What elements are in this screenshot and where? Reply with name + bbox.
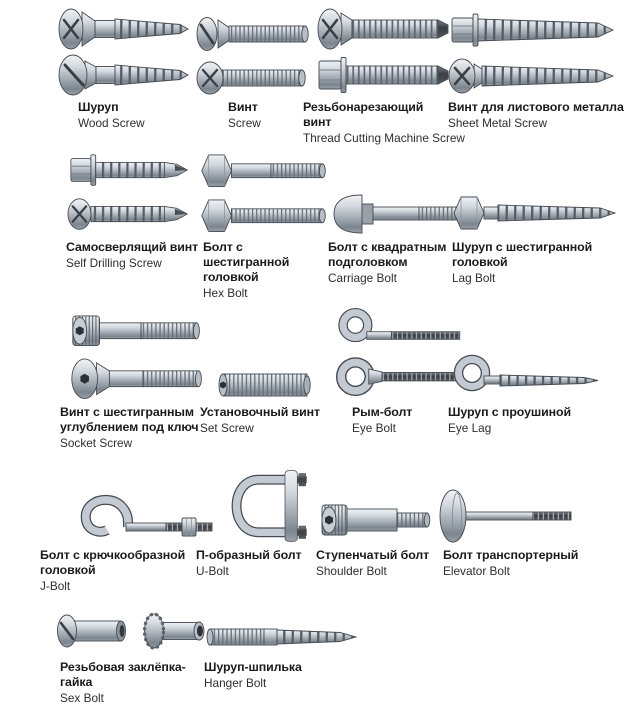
label-ru: Резьбовая заклёпка-гайка (60, 660, 186, 689)
label-en: Sex Bolt (60, 691, 104, 705)
label-en: Lag Bolt (452, 271, 496, 285)
self-drilling-phillips-icon (64, 194, 198, 236)
eye-lag-illustration (446, 308, 611, 401)
eye-bolt-illustration (325, 308, 445, 401)
wood-screw-round-icon (58, 54, 190, 96)
label-ru: Шуруп (78, 100, 119, 114)
thread-cutting-flat-icon (317, 8, 451, 50)
thread-cutting-screw-illustration (317, 8, 453, 96)
fastener-elevator-bolt (440, 464, 590, 579)
label-en: Wood Screw (78, 116, 145, 130)
carriage-bolt-illustration (328, 150, 453, 236)
label-en: Self Drilling Screw (66, 256, 162, 270)
fastener-set-screw (200, 308, 330, 436)
hanger-bolt-illustration (204, 606, 334, 656)
sex-bolt-illustration (56, 606, 186, 656)
hanger-bolt-icon (204, 618, 362, 656)
label-ru: Шуруп-шпилька (204, 660, 302, 674)
sheet-metal-screw-illustration (448, 8, 633, 96)
hex-bolt-illustration (200, 150, 330, 236)
label-en: Carriage Bolt (328, 271, 397, 285)
wood-screw-flat-icon (58, 8, 190, 50)
self-drilling-hex-icon (64, 150, 198, 192)
u-bolt-illustration (216, 462, 308, 544)
label-en: J-Bolt (40, 579, 71, 593)
lag-bolt-illustration (452, 150, 594, 236)
eye-lag-icon (446, 351, 604, 401)
label-ru: Рым-болт (352, 405, 413, 419)
label-en: Eye Lag (448, 421, 492, 435)
fastener-sheet-metal-screw (448, 8, 633, 131)
label-en: Elevator Bolt (443, 564, 510, 578)
label-ru: Шуруп с проушиной (448, 405, 571, 419)
label-ru: Винт для листового металла (448, 100, 624, 114)
label-en: Thread Cutting Machine Screw (303, 131, 465, 145)
screw-illustration (196, 8, 306, 96)
shoulder-bolt-icon (320, 496, 438, 544)
set-screw-icon (215, 369, 315, 401)
fastener-eye-lag (446, 308, 611, 436)
fastener-screw (196, 8, 306, 131)
fastener-carriage-bolt (328, 150, 453, 286)
label-ru: Резьбонарезающий винт (303, 100, 424, 129)
label-ru: Ступенчатый болт (316, 548, 430, 562)
hex-bolt-partial-thread-icon (200, 150, 332, 192)
elevator-bolt-icon (436, 488, 586, 544)
thread-cutting-hex-icon (317, 54, 451, 96)
fastener-u-bolt (196, 462, 308, 579)
fastener-shoulder-bolt (316, 464, 436, 579)
fastener-hex-bolt (200, 150, 330, 301)
label-en: Hanger Bolt (204, 676, 267, 690)
label-ru: Самосверлящий винт (66, 240, 199, 254)
wood-screw-illustration (58, 8, 193, 96)
machine-screw-phillips-icon (196, 60, 312, 96)
elevator-bolt-illustration (436, 464, 590, 544)
label-en: Shoulder Bolt (316, 564, 387, 578)
self-drilling-screw-illustration (64, 150, 204, 236)
sheet-metal-phillips-icon (448, 56, 620, 96)
set-screw-illustration (215, 308, 330, 401)
fastener-self-drilling-screw (64, 150, 204, 271)
lag-bolt-icon (452, 190, 622, 236)
fastener-hanger-bolt (204, 606, 334, 691)
label-ru: Болт с квадратным подголовком (328, 240, 447, 269)
fastener-wood-screw (58, 8, 193, 131)
sex-bolt-icon (56, 610, 228, 656)
machine-screw-slotted-icon (196, 16, 312, 52)
shoulder-bolt-illustration (320, 464, 436, 544)
j-bolt-illustration (70, 464, 195, 544)
fastener-thread-cutting-machine-screw (303, 8, 465, 146)
label-en: U-Bolt (196, 564, 229, 578)
fastener-j-bolt (40, 464, 195, 594)
label-ru: Винт (228, 100, 258, 114)
fastener-sex-bolt (56, 606, 186, 706)
label-en: Set Screw (200, 421, 254, 435)
fastener-lag-bolt (452, 150, 594, 286)
label-en: Eye Bolt (352, 421, 396, 435)
hex-bolt-full-thread-icon (200, 195, 332, 237)
u-bolt-icon (216, 468, 308, 544)
sheet-metal-hex-icon (448, 10, 620, 50)
label-en: Sheet Metal Screw (448, 116, 548, 130)
label-ru: Болт с шестигранной головкой (203, 240, 290, 284)
label-en: Socket Screw (60, 436, 133, 450)
fastener-eye-bolt (325, 308, 445, 436)
label-ru: П-образный болт (196, 548, 302, 562)
label-en: Hex Bolt (203, 286, 248, 300)
label-ru: Установочный винт (200, 405, 320, 419)
label-ru: Винт с шестигранным углублением под ключ (60, 405, 199, 434)
label-en: Screw (228, 116, 261, 130)
label-ru: Шуруп с шестигранной головкой (452, 240, 593, 269)
label-ru: Болт с крючкообразной головкой (40, 548, 186, 577)
socket-screw-illustration (70, 308, 210, 401)
fastener-socket-screw (60, 308, 210, 451)
label-ru: Болт транспортерный (443, 548, 579, 562)
